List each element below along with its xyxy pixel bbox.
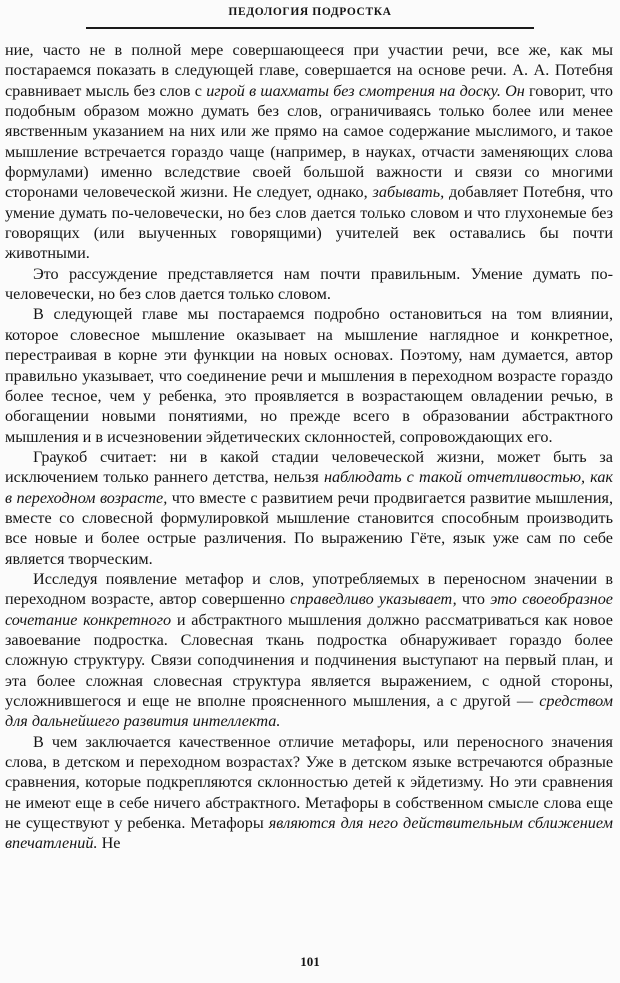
text-run: и абстрактного мышления должно рассматриваться как новое завоевание подростка. Словесная ткань подростка обнаруживает гораздо более сложную структуру. Связи соподчинения и подчинения выступают на первый план, и эта более сложная словесная структура является выражением, с одной стороны, усложнившегося и еще не вполне проясненного мышления, а с другой —: [5, 610, 613, 710]
paragraph: [5, 447, 613, 569]
page-number: 101: [300, 954, 320, 969]
text-run: Это рассуждение представляется нам почти правильным. Умение думать по-человечески, но без слов дается только словом.: [5, 264, 613, 304]
text-run: Исследуя появление метафор и слов, употребляемых в переносном значении в переходном возрасте, автор совершенно: [5, 569, 613, 609]
italic-text: забывать,: [372, 183, 445, 202]
text-run: В следующей главе мы постараемся подробно остановиться на том влиянии, которое словесное мышление оказывает на мышление наглядное и конкретное, перестраивая в корне эти функции на новых основах. Поэтому, нам думается, автор правильно указывает, что соединение речи и мышления в переходном возрасте гораздо более тесное, чем у ребенка, это проявляется в возрастающем овладении речью, в обогащении новыми понятиями, но прежде всего в образовании абстрактного мышления и в исчезновении эйдетических склонностей, сопровождающих его.: [5, 305, 613, 446]
italic-text: являются для него действительным сближением впечатлений.: [5, 814, 614, 853]
text-run: Не: [97, 834, 121, 853]
paragraph: [5, 569, 613, 732]
running-header: ПЕДОЛОГИЯ ПОДРОСТКА: [228, 6, 392, 18]
text-run: говорит, что подобным образом можно думать без слов, ограничиваясь только более или менее явственным указанием на них или же прямо на самое содержание мыслимого, и такое мышление встречается гораздо чаще (например, в науках, отчасти заменяющих слова формулами) именно вследствие своей большой важности и связи со многими сторонами человеческой жизни. Не следует, однако,: [5, 81, 613, 202]
page-body-text: [5, 40, 613, 854]
paragraph: [5, 304, 613, 446]
text-run: Граукоб считает: ни в какой стадии человеческой жизни, может быть за исключением только раннего детства, нельзя: [5, 447, 613, 487]
italic-text: средством для дальнейшего развития интеллекта.: [5, 692, 613, 731]
italic-text: игрой в шахматы без смотрения на доску. Он: [206, 81, 525, 100]
header-rule: [86, 27, 534, 29]
italic-text: это своеобразное сочетание конкретного: [5, 590, 613, 629]
italic-text: справедливо указывает,: [290, 590, 457, 609]
text-run: ние, часто не в полной мере совершающееся при участии речи, все же, как мы постараемся показать в следующей главе, совершается на основе речи. А. А. Потебня сравнивает мысль без слов с: [5, 41, 613, 100]
paragraph: [5, 264, 613, 305]
paragraph: [5, 40, 613, 264]
text-run: что: [456, 590, 491, 609]
paragraph: [5, 732, 613, 854]
text-run: добавляет Потебня, что умение думать по-человечески, но без слов дается только словом и что глухонемые без говорящих (или выученных говорящими) учителей век оставались бы почти животными.: [5, 183, 613, 263]
text-run: В чем заключается качественное отличие метафоры, или переносного значения слова, в детском и переходном возрастах? Уже в детском языке встречаются образные сравнения, которые подкрепляются склонностью детей к эйдетизму. Но эти сравнения не имеют еще в себе ничего абстрактного. Метафоры в собственном смысле слова еще не существуют у ребенка. Метафоры: [5, 732, 613, 833]
italic-text: наблюдать с такой отчетливостью, как в переходном возрасте,: [5, 468, 613, 507]
text-run: что вместе с развитием речи продвигается развитие мышления, вместе со словесной формулировкой мышление становится способным производить все новые и более острые различения. По выражению Гёте, язык уже сам по себе является творческим.: [5, 488, 613, 568]
